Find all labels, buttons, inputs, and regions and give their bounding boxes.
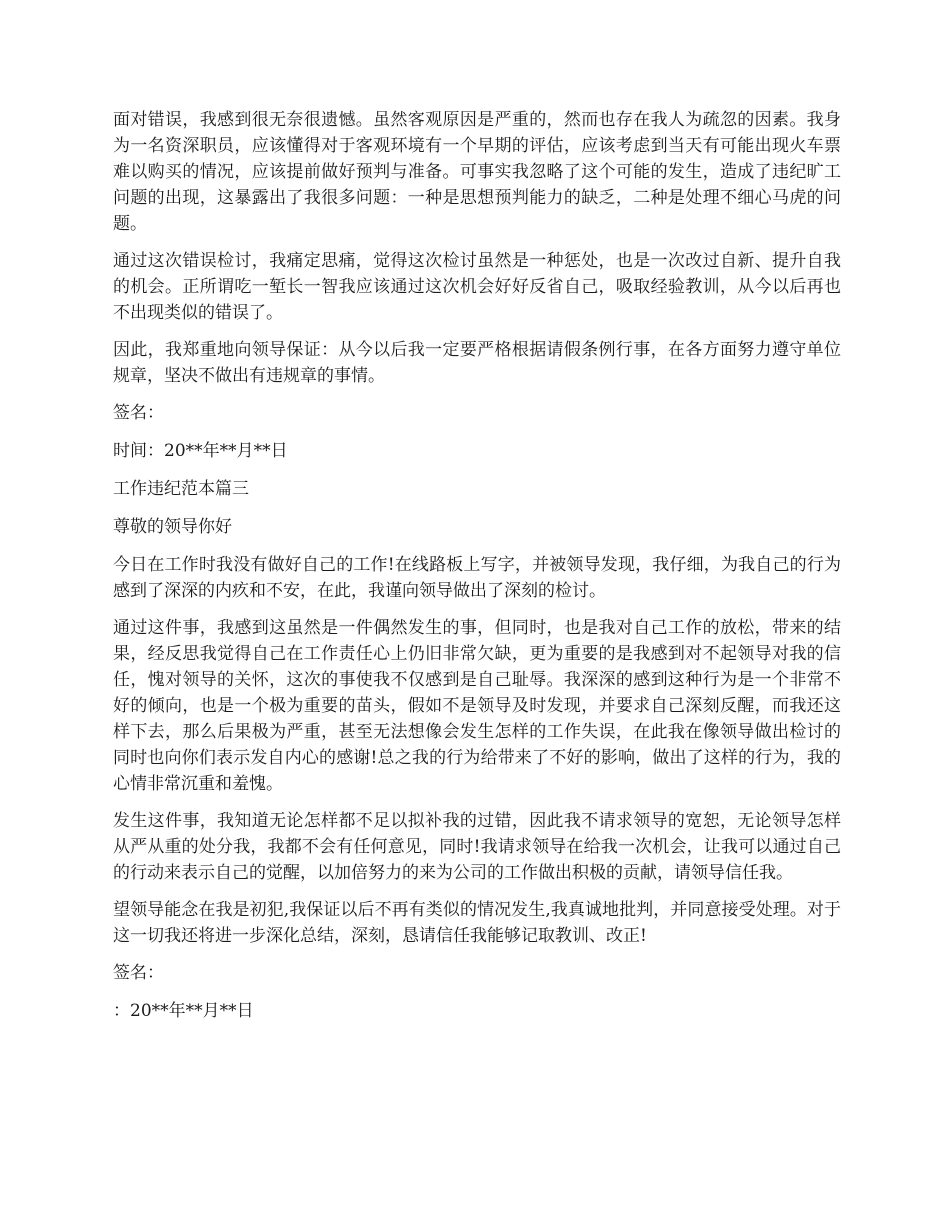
salutation: 尊敬的领导你好 [113,517,232,537]
paragraph-incident: 今日在工作时我没有做好自己的工作!在线路板上写字，并被领导发现，我仔细，为我自己的行为感到了深深的内疚和不安，在此，我谨向领导做出了深刻的检讨。 [113,555,841,601]
paragraph-lesson: 通过这次错误检讨，我痛定思痛，觉得这次检讨虽然是一种惩处，也是一次改过自新、提升自我的机会。正所谓吃一堑长一智我应该通过这次机会好好反省自己，吸取经验教训，从今以后再也不出现类似的错误了。 [113,251,841,323]
paragraph-reflection: 面对错误，我感到很无奈很遗憾。虽然客观原因是严重的，然而也存在我人为疏忽的因素。我身为一名资深职员，应该懂得对于客观环境有一个早期的评估，应该考虑到当天有可能出现火车票难以购买的情况，应该提前做好预判与准备。可事实我忽略了这个可能的发生，造成了违纪旷工问题的出现，这暴露出了我很多问题：一种是思想预判能力的缺乏，二种是处理不细心马虎的问题。 [113,110,841,234]
paragraph-apology: 发生这件事，我知道无论怎样都不足以拟补我的过错，因此我不请求领导的宽恕，无论领导怎样从严从重的处分我，我都不会有任何意见，同时!我请求领导在给我一次机会，让我可以通过自己的行动来表示自己的觉醒，以加倍努力的来为公司的工作做出积极的贡献，请领导信任我。 [113,811,841,883]
document-body [113,107,841,1036]
signature-label: 签名： [113,403,164,423]
paragraph-reflection-2: 通过这件事，我感到这虽然是一件偶然发生的事，但同时，也是我对自己工作的放松，带来的结果，经反思我觉得自己在工作责任心上仍旧非常欠缺，更为重要的是我感到对不起领导对我的信任，愧对领导的关怀，这次的事使我不仅感到是自己耻辱。我深深的感到这种行为是一个非常不好的倾向，也是一个极为重要的苗头，假如不是领导及时发现，并要求自己深刻反醒，而我还这样下去，那么后果极为严重，甚至无法想像会发生怎样的工作失误，在此我在像领导做出检讨的同时也向你们表示发自内心的感谢!总之我的行为给带来了不好的影响，做出了这样的行为，我的心情非常沉重和羞愧。 [113,618,841,794]
date-line-2: ：20**年**月**日 [113,1001,254,1021]
section-title: 工作违纪范本篇三 [113,479,249,499]
paragraph-closing: 望领导能念在我是初犯,我保证以后不再有类似的情况发生,我真诚地批判，并同意接受处理。对于这一切我还将进一步深化总结，深刻，恳请信任我能够记取教训、改正! [113,900,841,946]
paragraph-promise: 因此，我郑重地向领导保证：从今以后我一定要严格根据请假条例行事，在各方面努力遵守单位规章，坚决不做出有违规章的事情。 [113,340,841,386]
date-line: 时间：20**年**月**日 [113,441,288,461]
signature-label-2: 签名： [113,963,164,983]
